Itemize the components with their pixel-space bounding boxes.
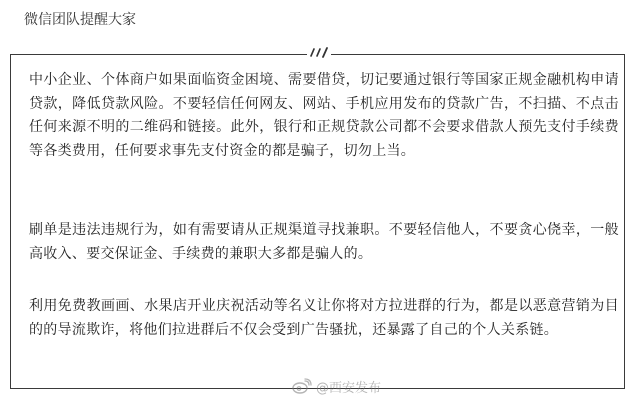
notice-paragraph-groups: 利用免费教画画、水果店开业庆祝活动等名义让你将对方拉进群的行为，都是以恶意营销为目的的导流欺诈，将他们拉进群后不仅会受到广告骚扰，还暴露了自己的个人关系链。 [29, 298, 619, 338]
watermark-text: @西安发布 [316, 380, 382, 396]
weibo-icon [292, 378, 312, 394]
weibo-watermark [292, 375, 381, 397]
pencil-divider-icon [307, 44, 331, 62]
notice-paragraph-loans: 中小企业、个体商户如果面临资金困境、需要借贷，切记要通过银行等国家正规金融机构申请贷款，降低贷款风险。不要轻信任何网友、网站、手机应用发布的贷款广告，不扫描、不点击任何来源不明的二维码和链接。此外，银行和正规贷款公司都不会要求借款人预先支付手续费等各类费用，任何要求事先支付资金的都是骗子，切勿上当。 [29, 72, 619, 159]
notice-paragraph-brushing: 刷单是违法违规行为，如有需要请从正规渠道寻找兼职。不要轻信他人，不要贪心侥幸，一般高收入、要交保证金、手续费的兼职大多都是骗人的。 [29, 222, 619, 262]
page-title: 微信团队提醒大家 [24, 12, 136, 28]
